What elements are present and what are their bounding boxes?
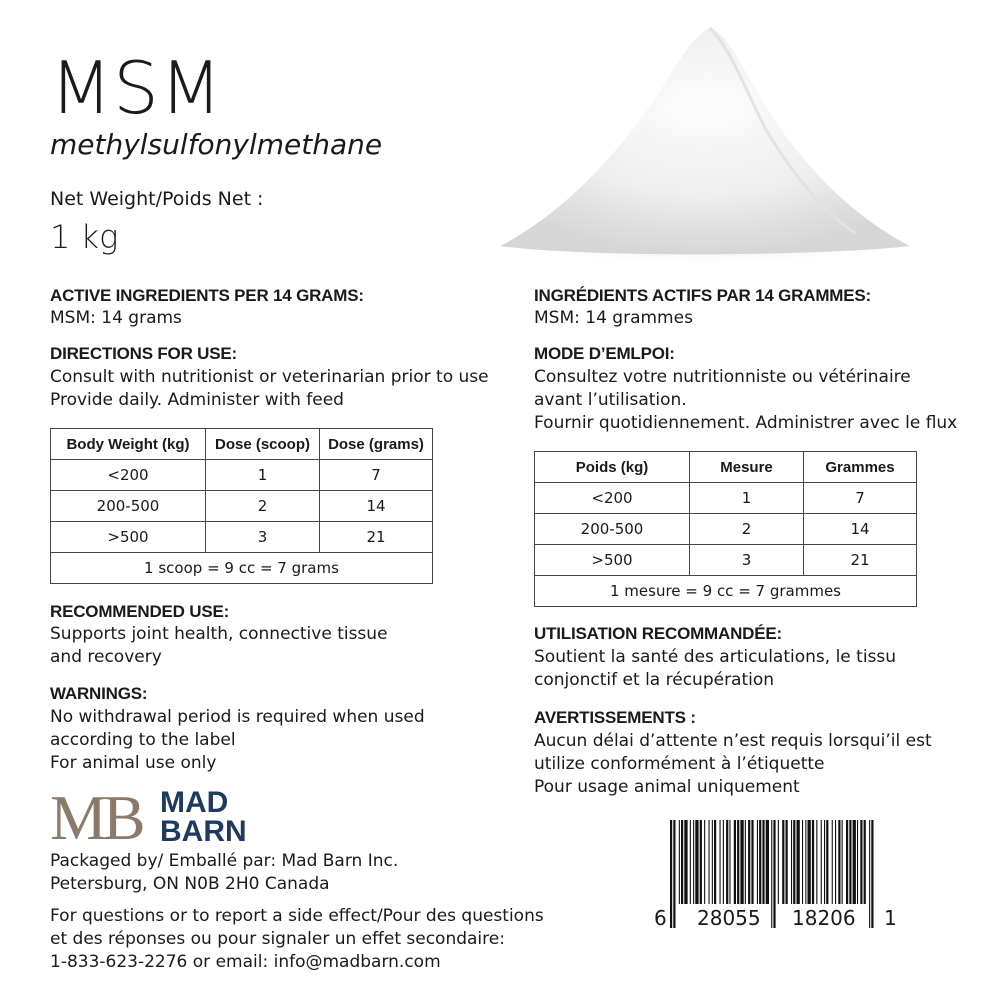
barcode-bar bbox=[700, 820, 702, 904]
table-cell: 3 bbox=[690, 545, 804, 576]
barcode-bar bbox=[793, 820, 795, 904]
fr-table-header: Grammes bbox=[804, 452, 917, 483]
packaged-line1: Packaged by/ Emballé par: Mad Barn Inc. bbox=[50, 851, 399, 871]
fr-recommended-line1: Soutient la santé des articulations, le tissu bbox=[534, 647, 897, 667]
net-weight-label: Net Weight/Poids Net : bbox=[50, 188, 264, 210]
fr-table-header: Poids (kg) bbox=[535, 452, 690, 483]
en-recommended-line1: Supports joint health, connective tissue bbox=[50, 624, 388, 644]
table-row bbox=[535, 514, 917, 545]
barcode-bar bbox=[771, 820, 772, 928]
barcode-bar bbox=[857, 820, 858, 904]
barcode-bar bbox=[805, 820, 806, 904]
en-dose-table bbox=[50, 428, 433, 584]
barcode-bar bbox=[782, 820, 784, 904]
barcode-bar bbox=[726, 820, 728, 904]
barcode-bar bbox=[821, 820, 822, 904]
fr-active-text: MSM: 14 grammes bbox=[534, 308, 693, 328]
barcode-bar bbox=[762, 820, 764, 904]
table-cell: 21 bbox=[804, 545, 917, 576]
barcode-bar bbox=[734, 820, 736, 904]
en-table-header: Dose (grams) bbox=[320, 429, 433, 460]
barcode-bar bbox=[712, 820, 713, 904]
barcode-bar bbox=[838, 820, 840, 904]
barcode-bar bbox=[751, 820, 753, 904]
barcode-bar bbox=[869, 820, 870, 928]
en-directions-heading: DIRECTIONS FOR USE: bbox=[50, 344, 237, 363]
contact-line1: For questions or to report a side effect/Pour des questions bbox=[50, 906, 544, 926]
barcode-bar bbox=[723, 820, 724, 904]
fr-directions-heading: MODE D’EMLPOI: bbox=[534, 344, 675, 363]
barcode-bar bbox=[709, 820, 710, 904]
table-cell: 1 bbox=[690, 483, 804, 514]
barcode-bar bbox=[842, 820, 843, 904]
fr-table-header: Mesure bbox=[690, 452, 804, 483]
en-warnings-heading: WARNINGS: bbox=[50, 684, 148, 703]
en-table-header: Dose (scoop) bbox=[206, 429, 320, 460]
barcode-bar bbox=[720, 820, 721, 904]
en-recommended-heading: RECOMMENDED USE: bbox=[50, 602, 230, 621]
packaged-line2: Petersburg, ON N0B 2H0 Canada bbox=[50, 874, 330, 894]
product-subtitle: methylsulfonylmethane bbox=[50, 128, 383, 161]
barcode-bar bbox=[737, 820, 739, 904]
barcode-bar bbox=[695, 820, 698, 904]
fr-directions-line3: Fournir quotidiennement. Administrer avec le flux bbox=[534, 413, 958, 433]
barcode-bar bbox=[681, 820, 683, 904]
table-cell: 1 bbox=[206, 460, 320, 491]
fr-warnings-line2: utilize conformément à l’étiquette bbox=[534, 754, 825, 774]
barcode-bar bbox=[740, 820, 743, 904]
table-row bbox=[535, 483, 917, 514]
barcode-bar bbox=[759, 820, 761, 904]
en-directions-line1: Consult with nutritionist or veterinarian prior to use bbox=[50, 367, 489, 387]
barcode-bar bbox=[679, 820, 680, 904]
table-cell: 3 bbox=[206, 522, 320, 553]
en-warnings-line3: For animal use only bbox=[50, 753, 217, 773]
fr-active-heading: INGRÉDIENTS ACTIFS PAR 14 GRAMMES: bbox=[534, 286, 872, 305]
barcode-group2: 18206 bbox=[792, 906, 856, 930]
barcode-bar bbox=[773, 820, 775, 928]
barcode-bar bbox=[808, 820, 811, 904]
net-weight-value: 1 kg bbox=[50, 218, 119, 256]
barcode-bar bbox=[714, 820, 716, 904]
barcode-bar bbox=[745, 820, 746, 904]
logo-barn-text: BARN bbox=[160, 815, 247, 845]
barcode-bar bbox=[791, 820, 792, 904]
barcode-bar bbox=[690, 820, 691, 904]
fr-warnings-line1: Aucun délai d’attente n’est requis lorsqui’il est bbox=[534, 731, 932, 751]
logo-mad-text: MAD bbox=[160, 786, 229, 819]
contact-line2: et des réponses ou pour signaler un effet secondaire: bbox=[50, 929, 505, 949]
en-recommended-line2: and recovery bbox=[50, 647, 162, 667]
contact-line3: 1-833-623-2276 or email: info@madbarn.com bbox=[50, 952, 441, 972]
barcode-bar bbox=[864, 820, 866, 904]
fr-warnings-line3: Pour usage animal uniquement bbox=[534, 777, 800, 797]
barcode-bar bbox=[778, 820, 779, 904]
fr-dose-table bbox=[534, 451, 917, 607]
table-cell: 2 bbox=[206, 491, 320, 522]
table-cell: >500 bbox=[51, 522, 206, 553]
barcode-bar bbox=[704, 820, 705, 904]
barcode-bar bbox=[693, 820, 694, 904]
barcode-bar bbox=[826, 820, 828, 904]
mad-barn-logo bbox=[50, 785, 280, 845]
barcode-bar bbox=[871, 820, 873, 928]
table-cell: >500 bbox=[535, 545, 690, 576]
table-cell: 7 bbox=[804, 483, 917, 514]
table-row bbox=[51, 522, 433, 553]
barcode-bar bbox=[766, 820, 769, 904]
table-row bbox=[51, 491, 433, 522]
fr-directions-line1: Consultez votre nutritionniste ou vétérinaire bbox=[534, 367, 911, 387]
barcode-bar bbox=[812, 820, 814, 904]
table-row bbox=[535, 545, 917, 576]
table-cell: 21 bbox=[320, 522, 433, 553]
barcode-bar bbox=[860, 820, 862, 904]
table-cell: 200-500 bbox=[51, 491, 206, 522]
table-cell: 200-500 bbox=[535, 514, 690, 545]
fr-directions-line2: avant l’utilisation. bbox=[534, 390, 687, 410]
table-cell: <200 bbox=[535, 483, 690, 514]
barcode-digit-left: 6 bbox=[654, 906, 667, 930]
fr-table-footer: 1 mesure = 9 cc = 7 grammes bbox=[535, 576, 917, 607]
fr-recommended-heading: UTILISATION RECOMMANDÉE: bbox=[534, 624, 782, 643]
en-table-footer: 1 scoop = 9 cc = 7 grams bbox=[51, 553, 433, 584]
barcode-bar bbox=[802, 820, 803, 904]
barcode-bar bbox=[816, 820, 817, 904]
barcode-bar bbox=[786, 820, 788, 904]
barcode-bar bbox=[673, 820, 675, 928]
table-cell: 14 bbox=[320, 491, 433, 522]
product-name: MSM bbox=[50, 46, 223, 130]
en-active-heading: ACTIVE INGREDIENTS PER 14 GRAMS: bbox=[50, 286, 364, 305]
en-warnings-line1: No withdrawal period is required when used bbox=[50, 707, 425, 727]
barcode-bar bbox=[757, 820, 758, 904]
barcode-bar bbox=[824, 820, 825, 904]
barcode-bar bbox=[748, 820, 750, 904]
powder-pile-image bbox=[495, 18, 915, 278]
table-cell: 2 bbox=[690, 514, 804, 545]
table-cell: 14 bbox=[804, 514, 917, 545]
en-table-header: Body Weight (kg) bbox=[51, 429, 206, 460]
barcode-bar bbox=[832, 820, 833, 904]
barcode-bar bbox=[835, 820, 836, 904]
barcode-bar bbox=[684, 820, 687, 904]
barcode-bar bbox=[853, 820, 856, 904]
barcode-bar bbox=[797, 820, 800, 904]
fr-warnings-heading: AVERTISSEMENTS : bbox=[534, 708, 696, 727]
en-warnings-line2: according to the label bbox=[50, 730, 236, 750]
barcode-bar bbox=[849, 820, 851, 904]
barcode-bar bbox=[729, 820, 730, 904]
fr-recommended-line2: conjonctif et la récupération bbox=[534, 670, 775, 690]
barcode-bar bbox=[846, 820, 848, 904]
table-row bbox=[51, 460, 433, 491]
table-cell: 7 bbox=[320, 460, 433, 491]
barcode-digit-right: 1 bbox=[884, 906, 897, 930]
logo-mb-text: MB bbox=[50, 785, 142, 845]
barcode-bar bbox=[670, 820, 672, 928]
barcode-group1: 28055 bbox=[697, 906, 761, 930]
en-active-text: MSM: 14 grams bbox=[50, 308, 182, 328]
table-cell: <200 bbox=[51, 460, 206, 491]
en-directions-line2: Provide daily. Administer with feed bbox=[50, 390, 344, 410]
